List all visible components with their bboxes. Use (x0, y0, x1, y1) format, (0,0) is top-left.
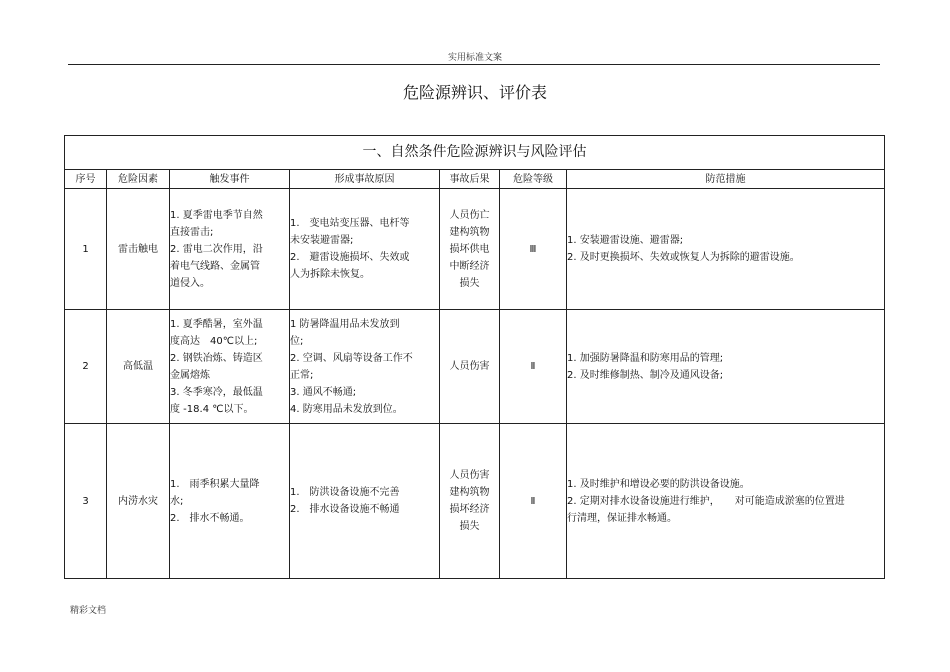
text-line: 人为拆除未恢复。 (290, 269, 370, 280)
text-line: 水; (170, 495, 184, 507)
text-line: 直接雷击; (170, 226, 214, 238)
risk-level: Ⅲ (500, 189, 567, 310)
text-line: 2. 及时更换损坏、失效或恢复人为拆除的避雷设施。 (567, 252, 800, 263)
section-title: 一、自然条件危险源辨识与风险评估 (65, 136, 885, 170)
text-line: 2. 排水不畅通。 (170, 512, 250, 524)
text-line: 度 -18.4 ℃以下。 (170, 403, 254, 415)
trigger-events (170, 189, 290, 310)
risk-level: Ⅱ (500, 310, 567, 424)
column-header-measures: 防范措施 (567, 170, 885, 189)
trigger-events (170, 424, 290, 579)
text-line: 人员伤害 (449, 470, 490, 481)
text-line: 建构筑物 (449, 226, 490, 238)
accident-consequence (440, 424, 500, 579)
text-line: 位; (290, 335, 304, 347)
header-rule (68, 64, 880, 65)
text-line: 着电气线路、金属管 (170, 260, 260, 272)
text-line: 度高达 40℃以上; (170, 335, 258, 347)
text-line: 行清理，保证排水畅通。 (567, 512, 677, 524)
row-number: 1 (65, 189, 107, 310)
hazard-factor: 高低温 (107, 310, 170, 424)
text-line: 2. 避雷设施损坏、失效或 (290, 252, 410, 263)
column-header-factor: 危险因素 (107, 170, 170, 189)
text-line: 1. 雨季积累大量降 (170, 478, 260, 490)
table-row (65, 424, 885, 579)
text-line: 1. 夏季雷电季节自然 (170, 209, 263, 221)
column-header-no: 序号 (65, 170, 107, 189)
text-line: 人员伤害 (449, 361, 490, 372)
hazard-factor: 雷击触电 (107, 189, 170, 310)
accident-consequence (440, 310, 500, 424)
text-line: 建构筑物 (449, 487, 490, 498)
text-line: 1. 防洪设备设施不完善 (290, 487, 400, 498)
table-row (65, 310, 885, 424)
text-line: 1. 安装避雷设施、避雷器; (567, 235, 684, 246)
column-header-consequence: 事故后果 (440, 170, 500, 189)
text-line: 3. 通风不畅通; (290, 386, 357, 398)
text-line: 中断经济 (449, 260, 490, 272)
column-header-trigger: 触发事件 (170, 170, 290, 189)
text-line: 2. 定期对排水设备设施进行维护， 对可能造成淤塞的位置进 (567, 495, 845, 507)
text-line: 道侵入。 (170, 277, 210, 289)
prevention-measures (567, 310, 885, 424)
prevention-measures (567, 424, 885, 579)
column-header-row (65, 170, 885, 189)
hazard-assessment-table (64, 135, 885, 579)
text-line: 未安装避雷器; (290, 235, 354, 246)
accident-causes (290, 310, 440, 424)
text-line: 3. 冬季寒冷，最低温 (170, 386, 263, 398)
page-header: 实用标准文案 (447, 53, 502, 63)
text-line: 2. 及时维修制热、制冷及通风设备; (567, 369, 724, 381)
text-line: 2. 雷电二次作用，沿 (170, 243, 263, 255)
text-line: 1 防暑降温用品未发放到 (290, 318, 400, 330)
hazard-factor: 内涝水灾 (107, 424, 170, 579)
row-number: 3 (65, 424, 107, 579)
text-line: 人员伤亡 (449, 209, 490, 221)
text-line: 1. 夏季酷暑，室外温 (170, 318, 263, 330)
text-line: 损失 (459, 277, 480, 289)
row-number: 2 (65, 310, 107, 424)
text-line: 损坏供电 (449, 243, 490, 255)
prevention-measures (567, 189, 885, 310)
accident-consequence (440, 189, 500, 310)
text-line: 损失 (459, 521, 480, 532)
text-line: 正常; (290, 369, 314, 381)
text-line: 1. 加强防暑降温和防寒用品的管理; (567, 352, 724, 364)
table-row (65, 189, 885, 310)
text-line: 金属熔炼 (170, 369, 210, 381)
column-header-cause: 形成事故原因 (290, 170, 440, 189)
risk-level: Ⅱ (500, 424, 567, 579)
column-header-level: 危险等级 (500, 170, 567, 189)
document-title: 危险源辨识、评价表 (402, 83, 547, 102)
text-line: 2. 空调、风扇等设备工作不 (290, 352, 413, 364)
text-line: 1. 变电站变压器、电杆等 (290, 218, 410, 229)
page-footer: 精彩文档 (70, 606, 107, 616)
trigger-events (170, 310, 290, 424)
text-line: 1. 及时维护和增设必要的防洪设备设施。 (567, 478, 750, 490)
text-line: 损坏经济 (449, 504, 490, 515)
accident-causes (290, 424, 440, 579)
text-line: 2. 排水设备设施不畅通 (290, 504, 400, 515)
text-line: 4. 防寒用品未发放到位。 (290, 403, 403, 415)
accident-causes (290, 189, 440, 310)
text-line: 2. 钢铁冶炼、铸造区 (170, 352, 263, 364)
